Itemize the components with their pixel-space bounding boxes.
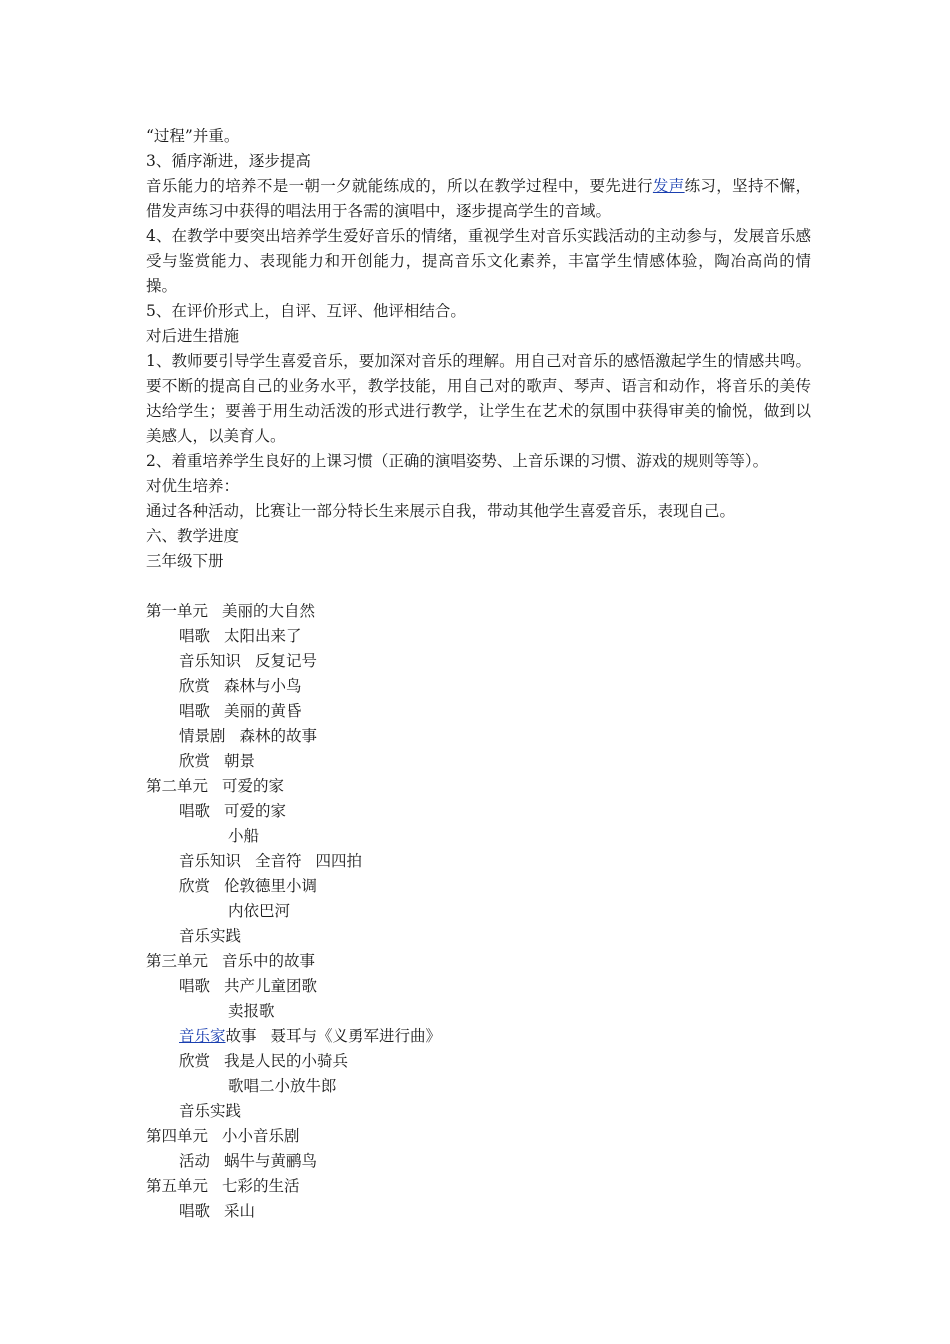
- item-title: 可爱的家: [224, 802, 287, 820]
- list-item: [146, 999, 746, 1024]
- teaching-schedule: [146, 599, 746, 1224]
- item-title: 美丽的黄昏: [224, 702, 302, 720]
- paragraph-emotion: 4、在教学中要突出培养学生爱好音乐的情绪，重视学生对音乐实践活动的主动参与，发展音乐感受与鉴赏能力、表现能力和开创能力，提高音乐文化素养，丰富学生情感体验，陶冶高尚的情操。: [146, 227, 811, 295]
- item-category: 唱歌: [179, 627, 211, 645]
- item-category: 唱歌: [179, 802, 211, 820]
- list-item: [146, 699, 746, 724]
- paragraph-evaluation: 5、在评价形式上，自评、互评、他评相结合。: [146, 302, 466, 320]
- list-item: [146, 924, 746, 949]
- list-item: [146, 1099, 746, 1124]
- item-category: 音乐实践: [179, 1102, 242, 1120]
- list-item: [146, 749, 746, 774]
- item-title: 反复记号: [255, 652, 318, 670]
- item-title: 我是人民的小骑兵: [224, 1052, 349, 1070]
- unit-label: 第三单元: [146, 952, 209, 970]
- heading-slow-learners: 对后进生措施: [146, 327, 240, 345]
- item-category: 唱歌: [179, 1202, 211, 1220]
- list-item: [146, 974, 746, 999]
- item-category: 欣赏: [179, 752, 211, 770]
- item-category: 唱歌: [179, 977, 211, 995]
- list-item: [146, 624, 746, 649]
- item-title: 聂耳与《义勇军进行曲》: [270, 1027, 442, 1045]
- link-musician[interactable]: 音乐家: [179, 1027, 226, 1045]
- list-item: [146, 849, 746, 874]
- item-title-secondary: 四四拍: [315, 852, 363, 870]
- heading-progress: 六、教学进度: [146, 527, 240, 545]
- unit-title: 可爱的家: [222, 777, 285, 795]
- item-title: 太阳出来了: [224, 627, 302, 645]
- item-title: 内依巴河: [228, 902, 291, 920]
- list-item: [146, 1199, 746, 1224]
- unit-title: 小小音乐剧: [222, 1127, 300, 1145]
- item-category: 音乐知识: [179, 852, 242, 870]
- list-item: [146, 1074, 746, 1099]
- list-item: [146, 874, 746, 899]
- unit-3: [146, 949, 746, 974]
- item-category: 唱歌: [179, 702, 211, 720]
- heading-gifted: 对优生培养：: [146, 477, 240, 495]
- item-title: 全音符: [255, 852, 302, 870]
- item-title: 朝景: [224, 752, 256, 770]
- item-title: 蜗牛与黄鹂鸟: [224, 1152, 318, 1170]
- unit-label: 第二单元: [146, 777, 209, 795]
- unit-label: 第一单元: [146, 602, 209, 620]
- unit-4: [146, 1124, 746, 1149]
- item-title: 歌唱二小放牛郎: [228, 1077, 337, 1095]
- heading-gradual: 3、循序渐进，逐步提高: [146, 152, 311, 170]
- list-item: [146, 899, 746, 924]
- item-title: 伦敦德里小调: [224, 877, 318, 895]
- item-category: 欣赏: [179, 677, 211, 695]
- unit-title: 音乐中的故事: [222, 952, 316, 970]
- unit-label: 第四单元: [146, 1127, 209, 1145]
- unit-title: 七彩的生活: [222, 1177, 300, 1195]
- body-text: [146, 124, 811, 574]
- item-title: 卖报歌: [228, 1002, 275, 1020]
- item-title: 采山: [224, 1202, 256, 1220]
- unit-1: [146, 599, 746, 624]
- item-title: 森林与小鸟: [224, 677, 302, 695]
- list-item: [146, 724, 746, 749]
- item-category: 欣赏: [179, 1052, 211, 1070]
- item-category: 故事: [225, 1027, 257, 1045]
- item-title: 小船: [228, 827, 260, 845]
- item-category: 音乐知识: [179, 652, 242, 670]
- heading-grade: 三年级下册: [146, 552, 224, 570]
- item-category: 活动: [179, 1152, 211, 1170]
- unit-2: [146, 774, 746, 799]
- paragraph-activities: 通过各种活动，比赛让一部分特长生来展示自我，带动其他学生喜爱音乐，表现自己。: [146, 502, 736, 520]
- paragraph-vocal-part1: 音乐能力的培养不是一朝一夕就能练成的，所以在教学过程中，要先进行: [146, 177, 653, 195]
- item-category: 情景剧: [179, 727, 226, 745]
- item-category: 音乐实践: [179, 927, 242, 945]
- list-item: [146, 1149, 746, 1174]
- list-item: [146, 824, 746, 849]
- paragraph-process: “过程”并重。: [146, 127, 240, 145]
- unit-5: [146, 1174, 746, 1199]
- paragraph-vocal: [146, 174, 811, 224]
- unit-label: 第五单元: [146, 1177, 209, 1195]
- list-item: [146, 649, 746, 674]
- list-item: [146, 674, 746, 699]
- unit-title: 美丽的大自然: [222, 602, 316, 620]
- list-item: [146, 1049, 746, 1074]
- item-category: 欣赏: [179, 877, 211, 895]
- link-vocal[interactable]: 发声: [652, 177, 685, 195]
- paragraph-habits: 2、着重培养学生良好的上课习惯（正确的演唱姿势、上音乐课的习惯、游戏的规则等等）。: [146, 452, 769, 470]
- item-title: 森林的故事: [239, 727, 318, 745]
- list-item: [146, 1024, 746, 1049]
- paragraph-vocal-part2: 练习，坚持不懈，借发声练习中获得的唱法用于各需的演唱中，逐步提高学生的音域。: [146, 177, 811, 220]
- list-item: [146, 799, 746, 824]
- item-title: 共产儿童团歌: [224, 977, 318, 995]
- paragraph-teacher: 1、教师要引导学生喜爱音乐，要加深对音乐的理解。用自己对音乐的感悟激起学生的情感共鸣。要不断的提高自己的业务水平，教学技能，用自己对的歌声、琴声、语言和动作，将音乐的美传达给学生；要善于用生动活泼的形式进行教学，让学生在艺术的氛围中获得审美的愉悦，做到以美感人，以美育人。: [146, 352, 811, 445]
